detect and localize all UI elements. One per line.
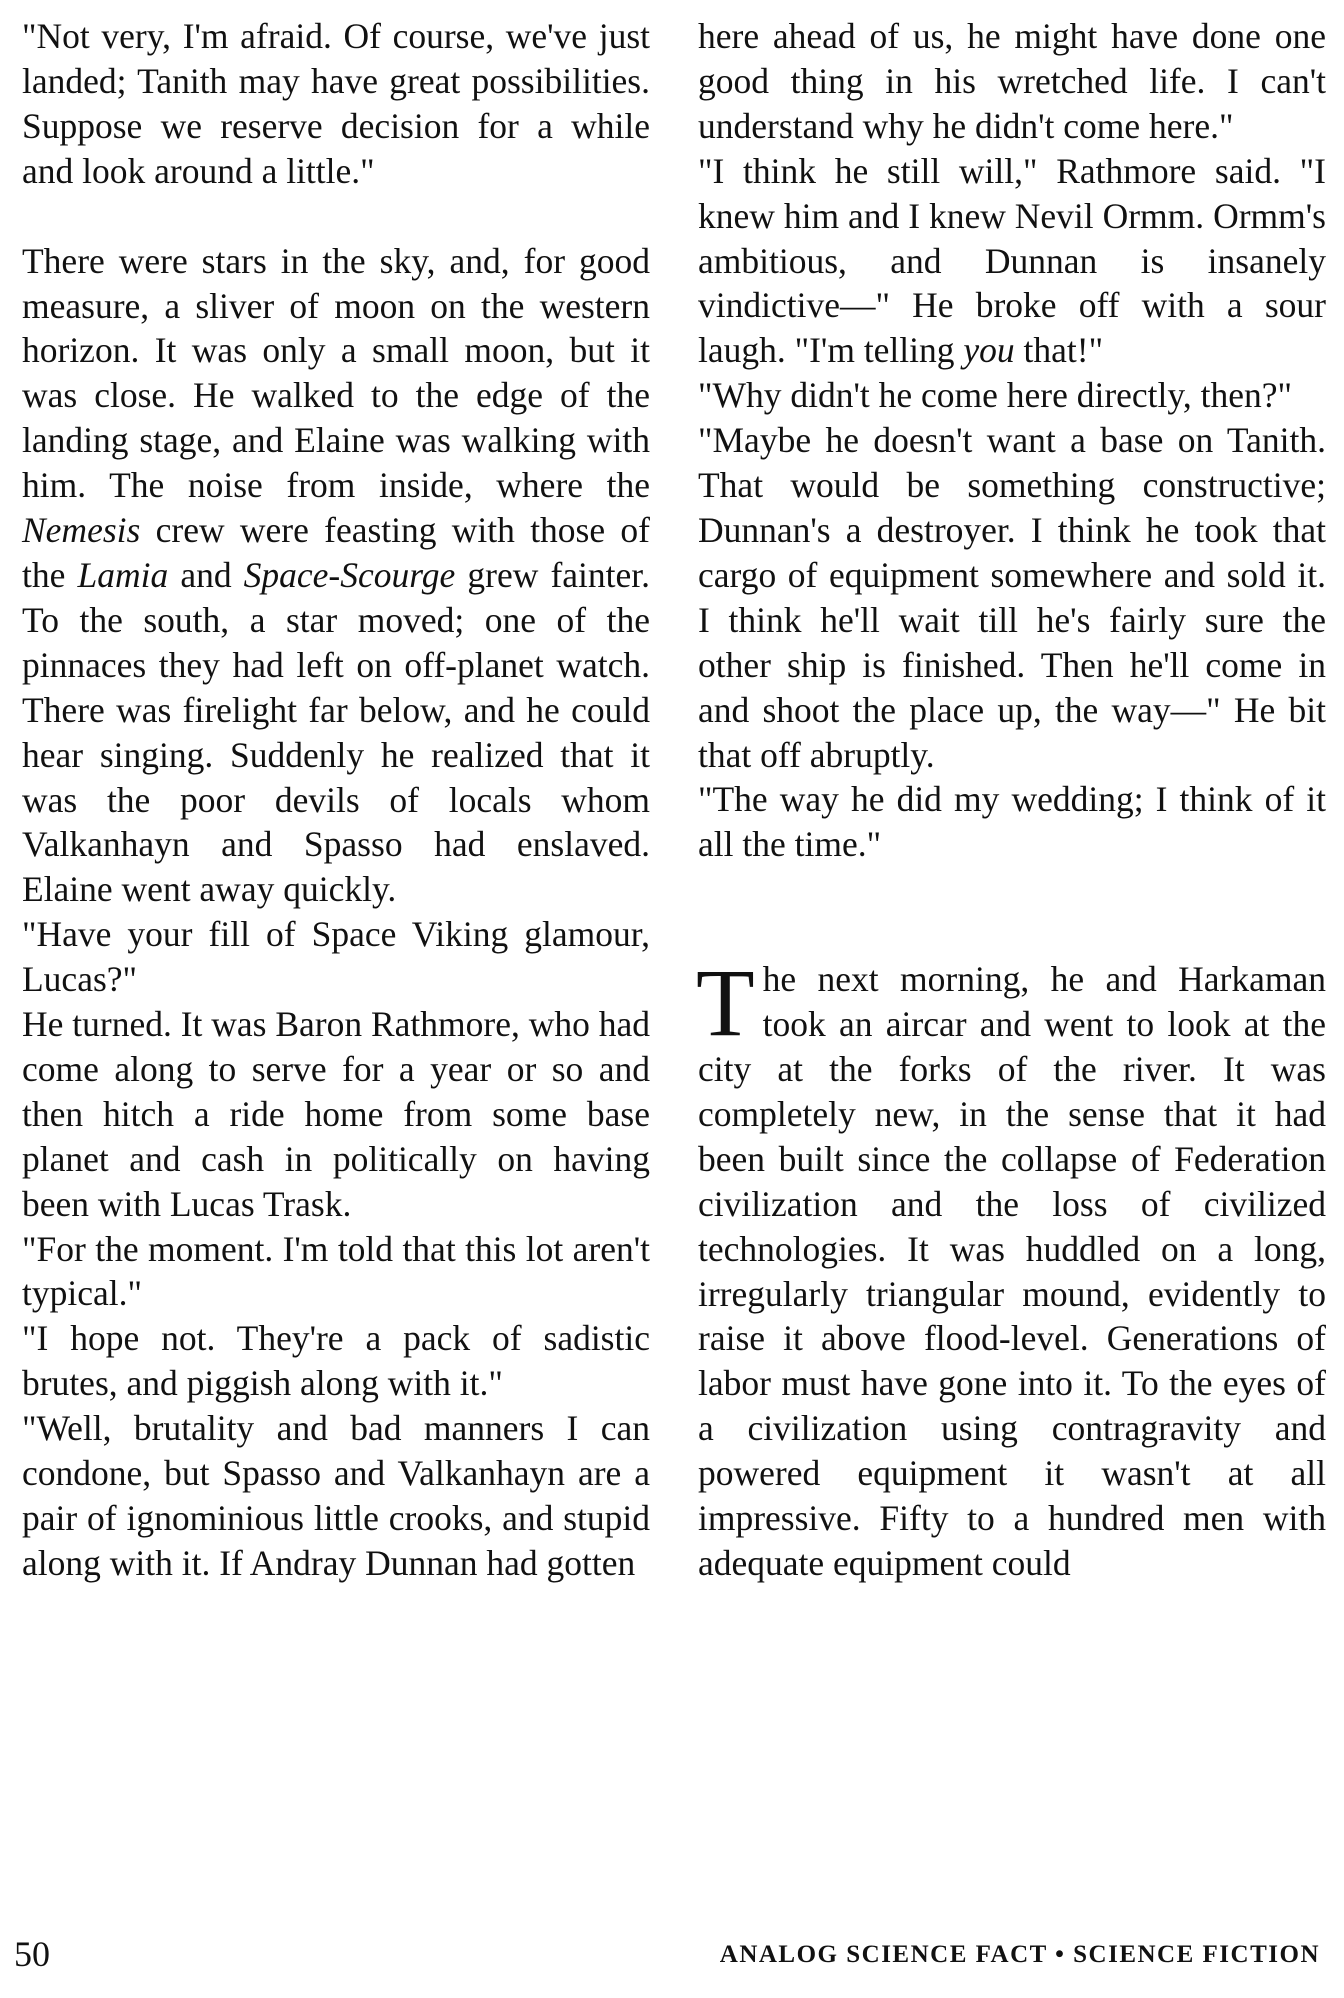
- page-number: 50: [14, 1934, 50, 1974]
- paragraph-text: "I think he still will," Rathmore said. "I knew him and I knew Nevil Ormm. Ormm's ambitious, and Dunnan is insanely vindictive—" He broke off with a sour laugh. "I'm telling: [698, 150, 1326, 371]
- paragraph-text: that!": [1014, 330, 1104, 371]
- paragraph-text: grew fainter. To the south, a star moved; one of the pinnaces they had left on off-planet watch. There was firelight far below, and he could hear singing. Suddenly he realized that it was the poor devils of locals whom Valkanhayn and Spasso had enslaved. Elaine went away quickly.: [22, 554, 650, 910]
- page-footer: [0, 1932, 1344, 1982]
- drop-cap: T: [696, 949, 755, 1057]
- paragraph: "Why didn't he come here directly, then?": [698, 375, 1292, 416]
- running-head: ANALOG SCIENCE FACT • SCIENCE FICTION: [719, 1941, 1320, 1968]
- emphasis: you: [963, 330, 1015, 371]
- paragraph: "Have your fill of Space Viking glamour, Lucas?": [22, 914, 650, 1000]
- paragraph: "I hope not. They're a pack of sadistic brutes, and piggish along with it.": [22, 1318, 650, 1404]
- ship-name: Space-Scourge: [243, 554, 456, 595]
- paragraph: "The way he did my wedding; I think of it all the time.": [698, 779, 1326, 865]
- paragraph: "For the moment. I'm told that this lot aren't typical.": [22, 1228, 650, 1314]
- paragraph: [698, 149, 1326, 374]
- paragraph: [696, 949, 1326, 1586]
- paragraph: [22, 239, 650, 913]
- paragraph: here ahead of us, he might have done one good thing in his wretched life. I can't understand why he didn't come here.": [698, 16, 1326, 146]
- paragraph: He turned. It was Baron Rathmore, who had come along to serve for a year or so and then hitch a ride home from some base planet and cash in politically on having been with Lucas Trask.: [22, 1004, 650, 1224]
- paragraph-text: crew were feasting with those of the: [22, 510, 650, 595]
- paragraph-text: and: [168, 554, 244, 595]
- left-column: [22, 14, 650, 1586]
- section-break: [698, 867, 1326, 957]
- paragraph: "Maybe he doesn't want a base on Tanith. That would be something constructive; Dunnan's a destroyer. I think he took that cargo of equipment somewhere and sold it. I think he'll wait till he's fairly sure the other ship is finished. Then he'll come in and shoot the place up, the way—" He bit that off abruptly.: [698, 420, 1326, 775]
- paragraph-text: There were stars in the sky, and, for good measure, a sliver of moon on the western horizon. It was only a small moon, but it was close. He walked to the edge of the landing stage, and Elaine was walking with him. The noise from inside, where the: [22, 240, 650, 506]
- right-column: [698, 14, 1326, 1586]
- paragraph: "Not very, I'm afraid. Of course, we've just landed; Tanith may have great possibilities. Suppose we reserve decision for a while and look around a little.": [22, 16, 650, 191]
- ship-name: Nemesis: [22, 510, 141, 551]
- paragraph-text: he next morning, he and Harkaman took an aircar and went to look at the city at the forks of the river. It was completely new, in the sense that it had been built since the collapse of Federation civilization and the loss of civilized technologies. It was huddled on a long, irregularly triangular mound, evidently to raise it above flood-level. Generations of labor must have gone into it. To the eyes of a civilization using contragravity and powered equipment it wasn't at all impressive. Fifty to a hundred men with adequate equipment could: [698, 959, 1326, 1583]
- ship-name: Lamia: [77, 554, 169, 595]
- section-break: [22, 194, 650, 239]
- paragraph: "Well, brutality and bad manners I can condone, but Spasso and Valkanhayn are a pair of ignominious little crooks, and stupid along with it. If Andray Dunnan had gotten: [22, 1408, 650, 1583]
